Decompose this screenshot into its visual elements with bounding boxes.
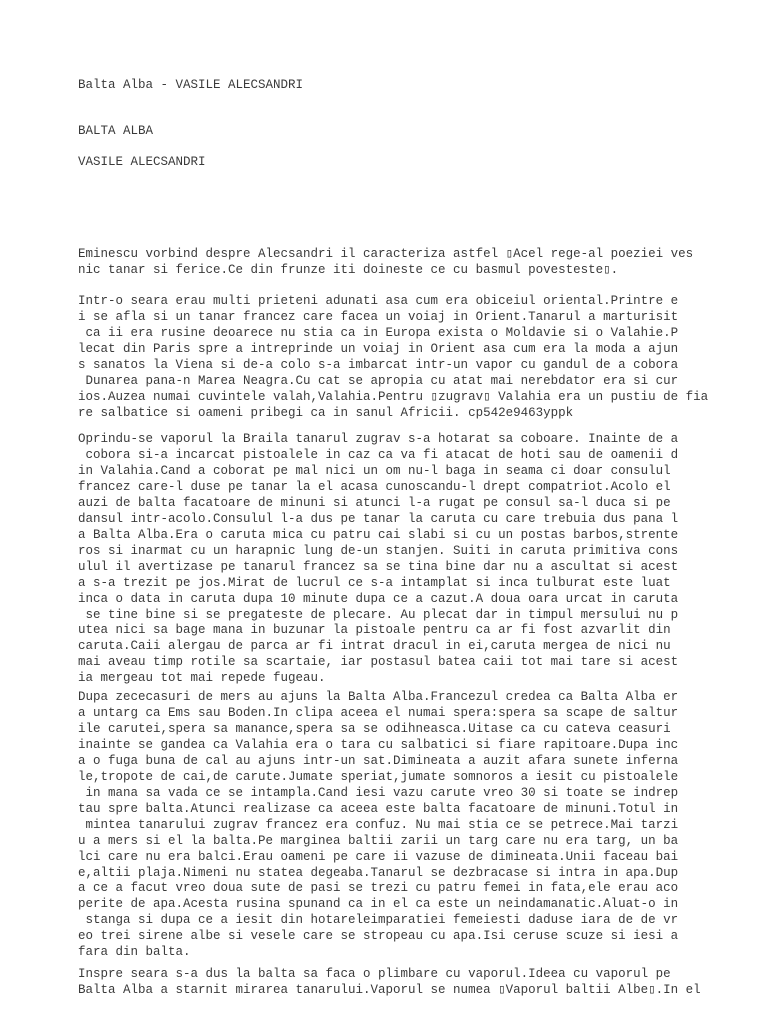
paragraph-line: Oprindu-se vaporul la Braila tanarul zugrav s-a hotarat sa coboare. Inainte de a bbox=[78, 432, 679, 446]
paragraph-line: se tine bine si se pregateste de plecare. Au plecat dar in timpul mersului nu p bbox=[78, 607, 679, 622]
paragraph-line: i se afla si un tanar francez care facea un voiaj in Orient.Tanarul a marturisit bbox=[78, 309, 679, 324]
paragraph-line: a Balta Alba.Era o caruta mica cu patru cai slabi si cu un postas barbos,strente bbox=[78, 527, 679, 542]
paragraph-line: Dunarea pana-n Marea Neagra.Cu cat se apropia cu atat mai nerebdator era si cur bbox=[78, 373, 679, 388]
paragraph-line: in Valahia.Cand a coborat pe mal nici un om nu-l baga in seama ci doar consulul bbox=[78, 463, 671, 478]
paragraph-line: ulul il avertizase pe tanarul francez sa se tina bine dar nu a ascultat si acest bbox=[78, 559, 679, 574]
paragraph-line: ca ii era rusine deoarece nu stia ca in Europa exista o Moldavie si o Valahie.P bbox=[78, 325, 679, 340]
paragraph-line: ros si inarmat cu un harapnic lung de-un stanjen. Suiti in caruta primitiva cons bbox=[78, 543, 679, 558]
paragraph-line: re salbatice si oameni pribegi ca in sanul Africii. cp542e9463yppk bbox=[78, 405, 574, 420]
paragraph-line: francez care-l duse pe tanar la el acasa cunoscandu-l drept compatriot.Acolo el bbox=[78, 479, 671, 494]
paragraph-line: Inspre seara s-a dus la balta sa faca o plimbare cu vaporul.Ideea cu vaporul pe bbox=[78, 967, 671, 981]
paragraph-line: dansul intr-acolo.Consulul l-a dus pe tanar la caruta cu care trebuia dus pana l bbox=[78, 511, 679, 526]
paragraph-line: inca o data in caruta dupa 10 minute dupa ce a cazut.A doua oara urcat in caruta bbox=[78, 591, 679, 606]
paragraph-line: mintea tanarului zugrav francez era confuz. Nu mai stia ce se petrece.Mai tarzi bbox=[78, 817, 679, 832]
paragraph-line: le,tropote de cai,de carute.Jumate speriat,jumate somnoros a iesit cu pistoalele bbox=[78, 769, 679, 784]
paragraph-line: fara din balta. bbox=[78, 945, 191, 960]
paragraph-line: Eminescu vorbind despre Alecsandri il caracteriza astfel ▯Acel rege-al poeziei ves bbox=[78, 247, 694, 261]
paragraph-line: in mana sa vada ce se intampla.Cand iesi vazu carute vreo 30 si toate se indrep bbox=[78, 785, 679, 800]
paragraph-line: ile carutei,spera sa manance,spera sa se odihneasca.Uitase ca cu cateva ceasuri bbox=[78, 721, 671, 736]
paragraph-line: lci care nu era balci.Erau oameni pe care ii vazuse de dimineata.Unii faceau bai bbox=[78, 849, 679, 864]
paragraph-line: Intr-o seara erau multi prieteni adunati asa cum era obiceiul oriental.Printre e bbox=[78, 294, 679, 308]
paragraph-line: auzi de balta facatoare de minuni si atunci l-a rugat pe consul sa-l duca si pe bbox=[78, 495, 671, 510]
paragraph-line: a o fuga buna de cal au ajuns intr-un sat.Dimineata a auzit afara sunete inferna bbox=[78, 753, 679, 768]
paragraph-line: stanga si dupa ce a iesit din hotareleimparatiei femeiesti daduse iara de de vr bbox=[78, 913, 679, 928]
paragraph-line: e,altii plaja.Nimeni nu statea degeaba.Tanarul se dezbracase si intra in apa.Dup bbox=[78, 865, 679, 880]
paragraph-line: perite de apa.Acesta rusina spunand ca in el ca este un neindamanatic.Aluat-o in bbox=[78, 897, 679, 912]
paragraph-line: Balta Alba a starnit mirarea tanarului.Vaporul se numea ▯Vaporul baltii Albe▯.In el bbox=[78, 983, 701, 997]
paragraph-line: a untarg ca Ems sau Boden.In clipa aceea el numai spera:spera sa scape de saltur bbox=[78, 706, 679, 720]
paragraph-line: mai aveau timp rotile sa scartaie, iar postasul batea caii tot mai tare si acest bbox=[78, 655, 679, 670]
paragraph-line: caruta.Caii alergau de parca ar fi intrat dracul in ei,caruta mergea de nici nu bbox=[78, 639, 671, 654]
paragraph-line: a s-a trezit pe jos.Mirat de lucrul ce s-a intamplat si inca tulburat este luat bbox=[78, 575, 671, 590]
document-title: BALTA ALBA bbox=[78, 124, 154, 138]
paragraph-line: nic tanar si ferice.Ce din frunze iti doineste ce cu basmul povesteste▯. bbox=[78, 262, 619, 277]
paragraph-line: ia mergeau tot mai repede fugeau. bbox=[78, 671, 326, 686]
paragraph-line: cobora si-a incarcat pistoalele in caz ca va fi atacat de hoti sau de oamenii d bbox=[78, 447, 679, 462]
document-author: VASILE ALECSANDRI bbox=[78, 155, 206, 169]
paragraph-line: utea nici sa bage mana in buzunar la pistoale pentru ca ar fi fost azvarlit din bbox=[78, 623, 671, 638]
paragraph-line: tau spre balta.Atunci realizase ca aceea este balta facatoare de minuni.Totul in bbox=[78, 801, 679, 816]
document-header: Balta Alba - VASILE ALECSANDRI bbox=[78, 78, 304, 92]
paragraph-line: a ce a facut vreo doua sute de pasi se trezi cu patru femei in fata,ele erau aco bbox=[78, 881, 679, 896]
paragraph-line: ios.Auzea numai cuvintele valah,Valahia.Pentru ▯zugrav▯ Valahia era un pustiu de fia bbox=[78, 389, 709, 404]
paragraph-line: lecat din Paris spre a intreprinde un voiaj in Orient asa cum era la moda a ajun bbox=[78, 341, 679, 356]
paragraph-line: inainte se gandea ca Valahia era o tara cu salbatici si fiare rapitoare.Dupa inc bbox=[78, 737, 679, 752]
paragraph-line: s sanatos la Viena si de-a colo s-a imbarcat intr-un vapor cu gandul de a cobora bbox=[78, 357, 679, 372]
paragraph-line: u a mers si el la balta.Pe marginea baltii zarii un targ care nu era targ, un ba bbox=[78, 833, 679, 848]
paragraph-line: Dupa zececasuri de mers au ajuns la Balta Alba.Francezul credea ca Balta Alba er bbox=[78, 690, 679, 704]
paragraph-line: eo trei sirene albe si vesele care se stropeau cu apa.Isi ceruse scuze si iesi a bbox=[78, 929, 679, 944]
